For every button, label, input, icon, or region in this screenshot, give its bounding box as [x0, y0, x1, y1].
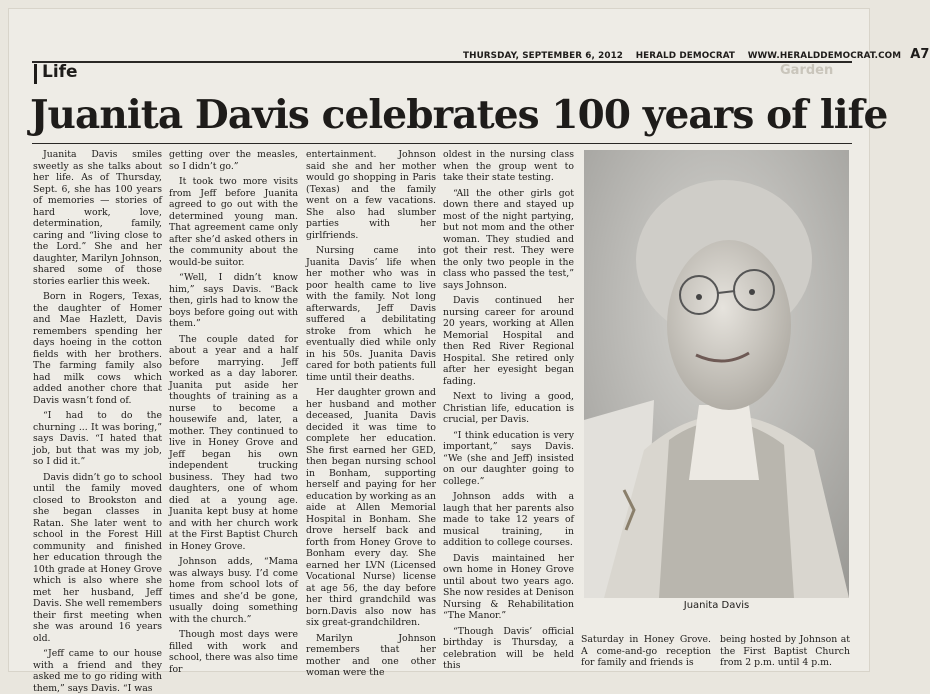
bottom-text-2: being hosted by Johnson at the First Baptist Church from 2 p.m. until 4 p.m.: [720, 634, 850, 668]
article-paragraph: entertainment. Johnson said she and her mother would go shopping in Paris (Texas) and the family went on a few vacations. She also had slumber parties with her girlfriends.: [306, 149, 436, 241]
article-paragraph: “Well, I didn’t know him,” says Davis. “Back then, girls had to know the boys before going out with them.”: [169, 272, 298, 329]
article-paragraph: oldest in the nursing class when the group went to take their state testing.: [443, 149, 574, 183]
article-column-1: [33, 149, 162, 694]
article-paragraph: Johnson adds, “Mama was always busy. I’d come home from school lots of times and she’d be gone, usually doing something with the church.”: [169, 556, 298, 625]
article-paragraph: “Jeff came to our house with a friend and they asked me to go riding with them,” says Davis. “I was: [33, 648, 162, 694]
article-paragraph: Marilyn Johnson remembers that her mother and one other woman were the: [306, 632, 436, 678]
headline: Juanita Davis celebrates 100 years of life: [30, 92, 888, 138]
header-paper: HERALD DEMOCRAT: [635, 51, 736, 61]
article-column-4: [443, 149, 574, 671]
article-paragraph: Nursing came into Juanita Davis’ life when her mother who was in poor health came to live with the family. Not long afterwards, Jeff Davis suffered a debilitating stroke from which he eventually died while only in his 50s. Juanita Davis cared for both patients full time until their deaths.: [306, 245, 436, 383]
article-paragraph: Davis didn’t go to school until the family moved closed to Brookston and she began classes in Ratan. She later went to school in the Forest Hill community and finished her education through the 10th grade at Honey Grove which is also where she met her husband, Jeff Davis. She well remembers their first meeting when she was around 16 years old.: [33, 471, 162, 644]
article-column-2: [169, 149, 298, 675]
article-paragraph: It took two more visits from Jeff before Juanita agreed to go out with the determined young man. That agreement came only after she’d asked others in the community about the would-be suitor.: [169, 176, 298, 268]
bleed-through-section: Garden: [780, 63, 834, 78]
article-paragraph: “I think education is very important,” says Davis. “We (she and Jeff) insisted on our daughter going to college.”: [443, 429, 574, 487]
article-paragraph: “Though Davis’ official birthday is Thursday, a celebration will be held this: [443, 625, 574, 671]
article-paragraph: Juanita Davis smiles sweetly as she talks about her life. As of Thursday, Sept. 6, she has 100 years of memories — stories of hard work, love, determination, family, caring and “living close to the Lord.” She and her daughter, Marilyn Johnson, shared some of those stories earlier this week.: [33, 149, 162, 287]
header-dateline: THURSDAY, SEPTEMBER 6, 2012: [463, 51, 624, 61]
article-column-3: [306, 149, 436, 678]
portrait-photo: [584, 150, 849, 598]
header-rule: [32, 61, 852, 63]
page-number: A7: [910, 47, 930, 62]
article-paragraph: “All the other girls got down there and stayed up most of the night partying, but not mom and the other woman. They studied and got their rest. They were the only two people in the class who passed the test,” says Johnson.: [443, 187, 574, 291]
photo-caption: Juanita Davis: [683, 600, 750, 611]
article-paragraph: Davis continued her nursing career for around 20 years, working at Allen Memorial Hospital and then Red River Regional Hospital. She retired only after her eyesight began fading.: [443, 295, 574, 387]
article-paragraph: Though most days were filled with work and school, there was also time for: [169, 629, 298, 675]
section-marker: [34, 64, 37, 84]
section-label: Life: [42, 62, 78, 82]
article-paragraph: The couple dated for about a year and a half before marrying. Jeff worked as a day laborer. Juanita put aside her thoughts of training as a nurse to become a housewife and, later, a mother. They continued to live in Honey Grove and Jeff began his own independent trucking business. They had two daughters, one of whom died at a young age. Juanita kept busy at home and with her church work at the First Baptist Church in Honey Grove.: [169, 333, 298, 552]
article-paragraph: “I had to do the churning ... It was boring,” says Davis. “I hated that job, but that was my job, so I did it.”: [33, 410, 162, 467]
article-paragraph: Her daughter grown and her husband and mother deceased, Juanita Davis decided it was time to complete her education. She first earned her GED, then began nursing school in Bonham, supporting herself and paying for her education by working as an aide at Allen Memorial Hospital in Bonham. She drove herself back and forth from Honey Grove to Bonham every day. She earned her LVN (Licensed Vocational Nurse) license at age 56, the day before her third grandchild was born.Davis also now has six great-grandchildren.: [306, 387, 436, 628]
article-paragraph: getting over the measles, so I didn’t go.”: [169, 149, 298, 172]
article-paragraph: Next to living a good, Christian life, education is crucial, per Davis.: [443, 391, 574, 425]
article-paragraph: Born in Rogers, Texas, the daughter of Homer and Mae Hazlett, Davis remembers spending her days hoeing in the cotton fields with her brothers. The farming family also had milk cows which added another chore that Davis wasn’t fond of.: [33, 291, 162, 406]
article-paragraph: Johnson adds with a laugh that her parents also made to take 12 years of musical training, in addition to college courses.: [443, 491, 574, 548]
headline-rule: [32, 143, 852, 144]
page-header: [463, 47, 930, 62]
portrait-photo-icon: [584, 150, 849, 598]
bottom-text-1: Saturday in Honey Grove. A come-and-go reception for family and friends is: [581, 634, 711, 668]
article-paragraph: Davis maintained her own home in Honey Grove until about two years ago. She now resides at Denison Nursing & Rehabilitation “The Manor.”: [443, 552, 574, 621]
header-url: WWW.HERALDDEMOCRAT.COM: [747, 51, 902, 61]
